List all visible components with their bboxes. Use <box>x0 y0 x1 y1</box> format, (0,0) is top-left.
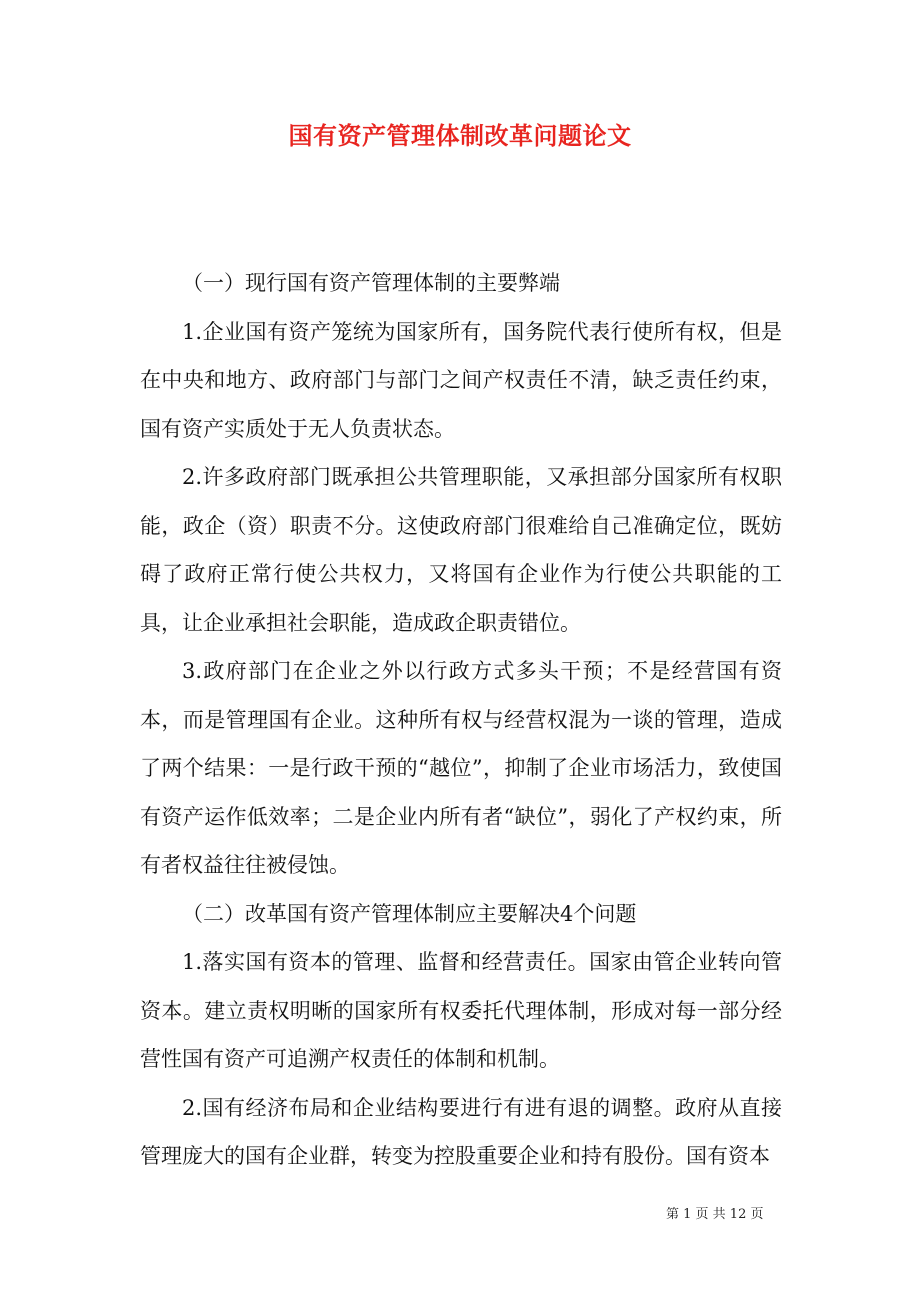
section-heading-1: （一）现行国有资产管理体制的主要弊端 <box>182 271 560 295</box>
page-number-footer: 第 1 页 共 12 页 <box>666 1207 764 1222</box>
document-body <box>140 259 782 1181</box>
paragraph-1-3: 3.政府部门在企业之外以行政方式多头干预；不是经营国有资本，而是管理国有企业。这种所有权与经营权混为一谈的管理，造成了两个结果：一是行政干预的“越位”，抑制了企业市场活力，致使国有资产运作低效率；二是企业内所有者“缺位”，弱化了产权约束，所有者权益往往被侵蚀。 <box>140 659 782 877</box>
paragraph-2-2: 2.国有经济布局和企业结构要进行有进有退的调整。政府从直接管理庞大的国有企业群，转变为控股重要企业和持有股份。国有资本 <box>140 1095 782 1168</box>
paragraph-1-1: 1.企业国有资产笼统为国家所有，国务院代表行使所有权，但是在中央和地方、政府部门与部门之间产权责任不清，缺乏责任约束，国有资产实质处于无人负责状态。 <box>140 319 782 441</box>
document-title: 国有资产管理体制改革问题论文 <box>288 121 632 150</box>
paragraph-1-2: 2.许多政府部门既承担公共管理职能，又承担部分国家所有权职能，政企（资）职责不分。这使政府部门很难给自己准确定位，既妨碍了政府正常行使公共权力，又将国有企业作为行使公共职能的工具，让企业承担社会职能，造成政企职责错位。 <box>140 465 782 635</box>
section-heading-2: （二）改革国有资产管理体制应主要解决4个问题 <box>182 901 637 926</box>
paragraph-2-1: 1.落实国有资本的管理、监督和经营责任。国家由管企业转向管资本。建立责权明晰的国家所有权委托代理体制，形成对每一部分经营性国有资产可追溯产权责任的体制和机制。 <box>140 950 782 1071</box>
